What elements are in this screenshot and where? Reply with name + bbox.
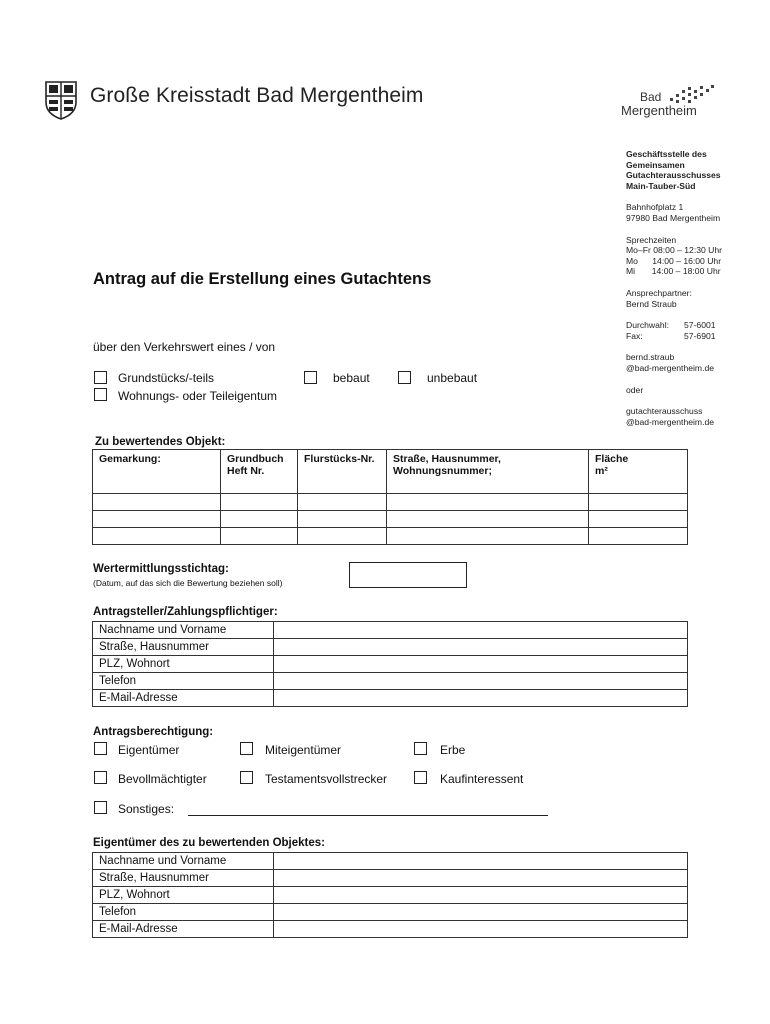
logo-text-line1: Bad [640, 90, 662, 104]
field-input[interactable] [274, 690, 688, 707]
field-input[interactable] [274, 887, 688, 904]
applicant-table [92, 621, 688, 707]
header-grundbuch: Grundbuch Heft Nr. [221, 450, 298, 494]
field-label: PLZ, Wohnort [93, 656, 274, 673]
object-section-title: Zu bewertendes Objekt: [95, 436, 226, 448]
field-label: E-Mail-Adresse [93, 690, 274, 707]
checkbox-bevollmaechtigter[interactable] [94, 771, 107, 784]
header-strasse: Straße, Hausnummer, Wohnungsnummer; [387, 450, 589, 494]
header-gemarkung: Gemarkung: [93, 450, 221, 494]
email-2[interactable]: gutachterausschuss @bad-mergentheim.de [626, 406, 715, 427]
table-row[interactable] [93, 639, 688, 656]
bad-mergentheim-logo [618, 84, 728, 124]
field-label: Nachname und Vorname [93, 622, 274, 639]
field-input[interactable] [274, 921, 688, 938]
field-input[interactable] [274, 904, 688, 921]
label-kaufinteressent: Kaufinteressent [440, 772, 524, 786]
stichtag-note: (Datum, auf das sich die Bewertung beziehen soll) [93, 578, 283, 588]
checkbox-kaufinteressent[interactable] [414, 771, 427, 784]
oder-text: oder [626, 384, 644, 395]
table-row[interactable] [93, 690, 688, 707]
label-grundstueck: Grundstücks/-teils [118, 371, 215, 385]
table-row[interactable] [93, 887, 688, 904]
checkbox-grundstueck[interactable] [94, 371, 107, 384]
office-address: Bahnhofplatz 1 97980 Bad Mergentheim [626, 202, 721, 223]
form-intro: über den Verkehrswert eines / von [93, 340, 276, 354]
checkbox-erbe[interactable] [414, 742, 427, 755]
form-title: Antrag auf die Erstellung eines Gutachtens [93, 270, 432, 288]
field-label: E-Mail-Adresse [93, 921, 274, 938]
table-row[interactable] [93, 494, 688, 511]
table-row[interactable] [93, 853, 688, 870]
table-row[interactable] [93, 870, 688, 887]
table-row[interactable] [93, 622, 688, 639]
checkbox-wohnung[interactable] [94, 388, 107, 401]
owner-table [92, 852, 688, 938]
email-1[interactable]: bernd.straub @bad-mergentheim.de [626, 352, 715, 373]
header-flaeche: Fläche m² [589, 450, 688, 494]
field-input[interactable] [274, 622, 688, 639]
field-label: Straße, Hausnummer [93, 870, 274, 887]
field-label: Telefon [93, 673, 274, 690]
field-input[interactable] [274, 673, 688, 690]
field-input[interactable] [274, 639, 688, 656]
owner-section-title: Eigentümer des zu bewertenden Objektes: [93, 837, 325, 849]
applicant-section-title: Antragsteller/Zahlungspflichtiger: [93, 606, 278, 618]
office-hours: Sprechzeiten Mo–Fr 08:00 – 12:30 Uhr Mo 14:00 – 16:00 Uhr Mi 14:00 – 18:00 Uhr [626, 234, 723, 277]
contact-person: Ansprechpartner: Bernd Straub [626, 287, 692, 309]
logo-text-line2: Mergentheim [621, 103, 697, 118]
checkbox-bebaut[interactable] [304, 371, 317, 384]
label-sonstiges: Sonstiges: [118, 802, 175, 816]
contact-numbers: Durchwahl: 57-6001 Fax: 57-6901 [626, 320, 716, 341]
label-eigentuemer: Eigentümer [118, 743, 180, 757]
label-unbebaut: unbebaut [427, 371, 478, 385]
label-bevollmaechtigter: Bevollmächtigter [118, 772, 207, 786]
field-input[interactable] [274, 656, 688, 673]
sonstiges-input-line[interactable] [188, 815, 548, 816]
table-row[interactable] [93, 904, 688, 921]
checkbox-sonstiges[interactable] [94, 801, 107, 814]
table-row[interactable] [93, 528, 688, 545]
checkbox-unbebaut[interactable] [398, 371, 411, 384]
checkbox-testamentsvollstrecker[interactable] [240, 771, 253, 784]
field-label: Nachname und Vorname [93, 853, 274, 870]
field-input[interactable] [274, 853, 688, 870]
entitlement-section-title: Antragsberechtigung: [93, 726, 214, 738]
office-info-panel [626, 149, 766, 438]
field-input[interactable] [274, 870, 688, 887]
object-table [92, 449, 688, 545]
field-label: Telefon [93, 904, 274, 921]
header-flurstueck: Flurstücks-Nr. [298, 450, 387, 494]
checkbox-miteigentuemer[interactable] [240, 742, 253, 755]
office-name: Geschäftsstelle des Gemeinsamen Gutachterausschusses Main-Tauber-Süd [626, 149, 721, 191]
table-row[interactable] [93, 921, 688, 938]
city-name: Große Kreisstadt Bad Mergentheim [90, 84, 424, 107]
checkbox-eigentuemer[interactable] [94, 742, 107, 755]
table-row[interactable] [93, 656, 688, 673]
label-testamentsvollstrecker: Testamentsvollstrecker [265, 772, 388, 786]
label-bebaut: bebaut [333, 371, 370, 385]
stichtag-input[interactable] [349, 562, 467, 588]
city-crest-icon [44, 80, 78, 120]
stichtag-title: Wertermittlungsstichtag: [93, 563, 229, 575]
logo-dots-icon [666, 84, 716, 106]
label-wohnung: Wohnungs- oder Teileigentum [118, 389, 277, 403]
table-row[interactable] [93, 673, 688, 690]
label-miteigentuemer: Miteigentümer [265, 743, 342, 757]
label-erbe: Erbe [440, 743, 466, 757]
field-label: PLZ, Wohnort [93, 887, 274, 904]
table-row[interactable] [93, 511, 688, 528]
field-label: Straße, Hausnummer [93, 639, 274, 656]
